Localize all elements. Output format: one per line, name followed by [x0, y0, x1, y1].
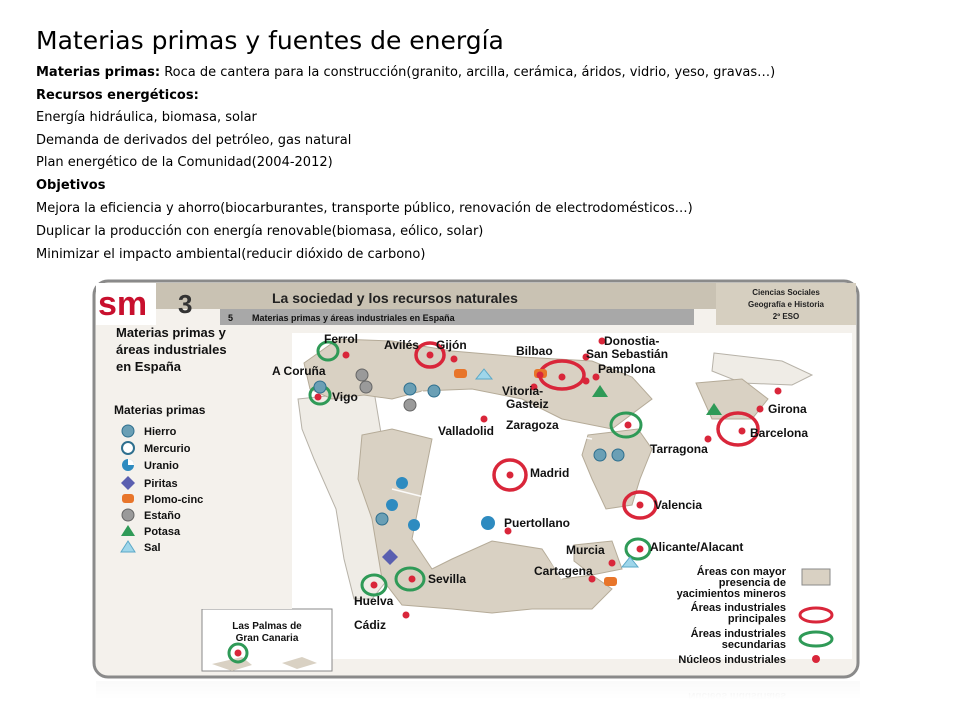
legend-label: presencia de: [718, 577, 786, 589]
city-label: Valladolid: [438, 424, 495, 438]
city-label: Vigo: [332, 390, 358, 404]
city-label: Gasteiz: [506, 397, 549, 411]
city-label: Valencia: [654, 498, 703, 512]
text-line: Recursos energéticos:: [36, 88, 199, 103]
city-label: Zaragoza: [506, 418, 559, 432]
city-label: San Sebastián: [586, 347, 669, 361]
text-line: Energía hidráulica, biomasa, solar: [36, 110, 257, 125]
iron-icon: [122, 425, 134, 437]
section-title: Materias primas y áreas industriales en España: [252, 313, 455, 323]
legend-label: Estaño: [144, 510, 181, 522]
mercury-icon: [122, 442, 134, 454]
text-line: Plan energético de la Comunidad(2004-2012): [36, 155, 333, 170]
map-title: en España: [116, 359, 182, 374]
city-label: Las Palmas de: [232, 621, 302, 632]
city-label: Cádiz: [354, 618, 387, 632]
nucleus-swatch: [812, 655, 820, 663]
text-line: Duplicar la producción con energía renovable(biomasa, eólico, solar): [36, 224, 484, 239]
legend-title: Materias primas: [114, 403, 206, 417]
city-label: Murcia: [566, 543, 605, 557]
city-label: Puertollano: [504, 516, 571, 530]
text-line: Objetivos: [36, 178, 106, 193]
legend-label: yacimientos mineros: [676, 588, 786, 600]
city-label: Bilbao: [516, 344, 553, 358]
subject-line: Geografía e Historia: [747, 300, 825, 309]
legend-label: Áreas industriales: [690, 628, 786, 640]
sm-logo: sm: [98, 285, 148, 323]
legend-label: secundarias: [721, 639, 786, 651]
legend-label: Uranio: [144, 460, 179, 472]
subject-line: Ciencias Sociales: [752, 288, 820, 297]
city-label: Ferrol: [324, 332, 359, 346]
legend-label: Mercurio: [144, 443, 191, 455]
tin-icon: [122, 509, 134, 521]
text-line: Materias primas: Roca de cantera para la construcción(granito, arcilla, cerámica, áridos, vidrio, yeso, gravas…): [36, 65, 776, 80]
subject-line: 2º ESO: [772, 312, 800, 321]
text-line: Mejora la eficiencia y ahorro(biocarburantes, transporte público, renovación de electrodomésticos…): [36, 201, 693, 216]
lead-zinc-icon: [122, 494, 134, 503]
unit-number: 3: [178, 289, 193, 319]
city-label: Madrid: [530, 466, 570, 480]
city-label: Alicante/Alacant: [650, 540, 744, 554]
city-label: Cartagena: [534, 564, 593, 578]
city-label: Gijón: [436, 338, 467, 352]
legend-label: Potasa: [144, 526, 181, 538]
legend-label: Hierro: [144, 426, 177, 438]
city-label: A Coruña: [272, 364, 326, 378]
section-number: 5: [228, 313, 234, 323]
city-label: Pamplona: [598, 362, 656, 376]
legend-label: Piritas: [144, 478, 178, 490]
industrial-dot: [235, 650, 242, 657]
mining-area-swatch: [802, 569, 830, 585]
legend-label: Áreas industriales: [690, 602, 786, 614]
map-title: Materias primas y: [116, 325, 226, 340]
map-title: áreas industriales: [116, 342, 227, 357]
spain-industrial-map: [92, 279, 862, 699]
city-label: Vitoria-: [502, 384, 544, 398]
slide-title: Materias primas y fuentes de energía: [36, 26, 504, 55]
text-line: Demanda de derivados del petróleo, gas natural: [36, 133, 352, 148]
city-label: Donostia-: [604, 334, 660, 348]
city-label: Girona: [768, 402, 807, 416]
city-label: Avilés: [384, 338, 419, 352]
city-label: Gran Canaria: [235, 633, 299, 644]
legend-label: Plomo-cinc: [144, 494, 204, 506]
legend-label: principales: [727, 613, 786, 625]
legend-label: Sal: [144, 542, 161, 554]
legend-label: Núcleos industriales: [678, 654, 786, 666]
city-label: Huelva: [354, 594, 394, 608]
city-label: Tarragona: [650, 442, 708, 456]
city-label: Sevilla: [428, 572, 467, 586]
text-line: Minimizar el impacto ambiental(reducir dióxido de carbono): [36, 247, 426, 262]
legend-label: Áreas con mayor: [696, 566, 786, 578]
unit-title: La sociedad y los recursos naturales: [272, 290, 518, 306]
city-label: Barcelona: [750, 426, 809, 440]
